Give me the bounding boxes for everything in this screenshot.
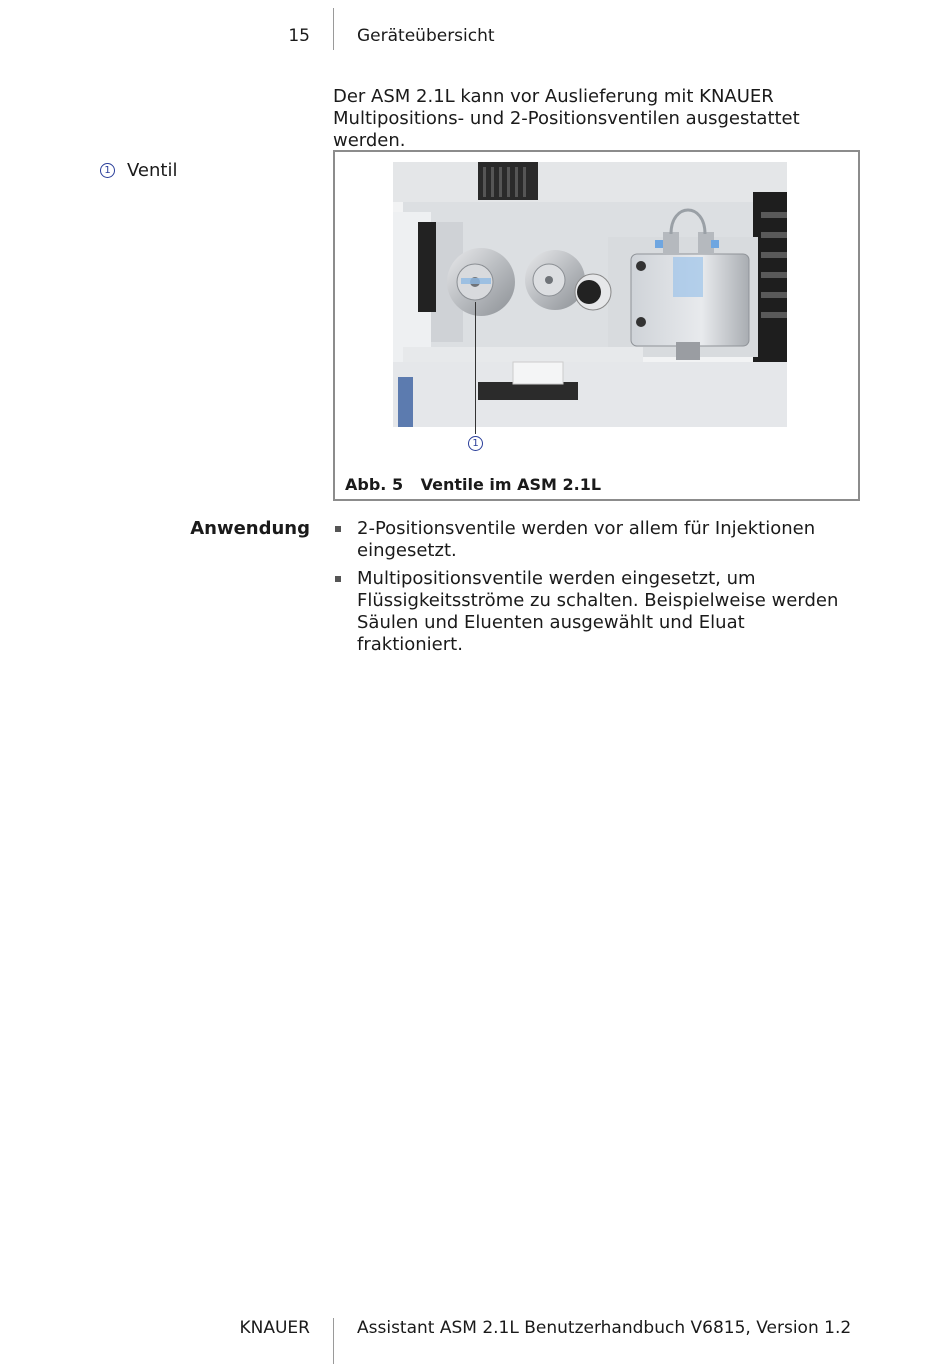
figure-legend — [100, 160, 177, 181]
legend-marker: 1 — [100, 163, 115, 178]
caption-label: Abb. 5 — [345, 475, 404, 494]
callout-marker: 1 — [468, 436, 483, 451]
footer-brand: KNAUER — [239, 1318, 310, 1338]
figure-caption — [345, 475, 601, 494]
intro-paragraph: Der ASM 2.1L kann vor Auslieferung mit KNAUER Multipositions- und 2-Positionsventilen ausgestattet werden. — [333, 86, 800, 151]
list-item: 2-Positionsventile werden vor allem für Injektionen eingesetzt. — [333, 518, 853, 562]
valve-photo — [393, 162, 787, 427]
page-number: 15 — [288, 26, 310, 46]
application-heading: Anwendung — [190, 518, 310, 539]
callout-leader-line — [475, 302, 476, 434]
list-item: Multipositionsventile werden eingesetzt, um Flüssigkeitsströme zu schalten. Beispielweise werden Säulen und Eluenten ausgewählt und Eluat fraktioniert. — [333, 568, 853, 656]
footer-divider — [333, 1318, 334, 1364]
caption-text: Ventile im ASM 2.1L — [420, 475, 602, 494]
footer-document: Assistant ASM 2.1L Benutzerhandbuch V6815, Version 1.2 — [357, 1318, 852, 1338]
legend-label: Ventil — [127, 160, 178, 181]
section-title: Geräteübersicht — [357, 26, 495, 46]
application-list — [333, 518, 853, 662]
figure-frame — [333, 150, 860, 501]
header-divider — [333, 8, 334, 50]
